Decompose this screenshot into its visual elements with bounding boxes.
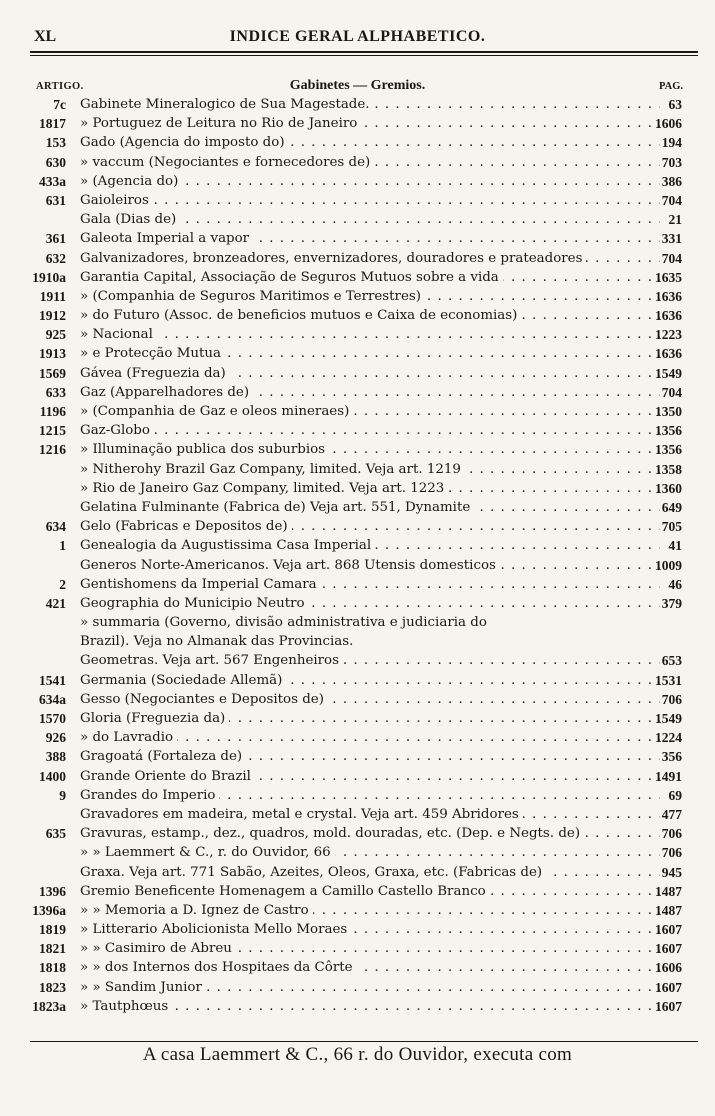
entry-title-text: » do Lavradio: [80, 730, 177, 745]
entry-title-text: Germania (Sociedade Allemã): [80, 673, 286, 688]
entry-title: [80, 306, 660, 325]
entry-article: 1817: [39, 116, 66, 132]
header-rule: [30, 51, 698, 56]
entry-title-text: Galvanizadores, bronzeadores, envernizadores, douradores e prateadores: [80, 251, 586, 266]
entry-article: 2: [59, 576, 66, 592]
entry-title: [80, 594, 660, 613]
entry-title: [80, 728, 660, 747]
entry-page: 1636: [655, 346, 682, 362]
column-headers: [0, 78, 715, 96]
section-title: Gabinetes — Gremios.: [289, 78, 426, 93]
entry-article: 7c: [53, 97, 66, 112]
entry-title: [80, 613, 660, 632]
index-entry: [0, 651, 715, 670]
entry-title: [80, 882, 660, 901]
entry-title-text: » » Memoria a D. Ignez de Castro: [80, 903, 313, 918]
entry-page: 1607: [655, 979, 682, 995]
footer-advert: A casa Laemmert & C., 66 r. do Ouvidor, executa com: [142, 1044, 573, 1065]
entry-title: [80, 229, 660, 248]
index-entry: [0, 805, 715, 824]
entry-title: [80, 709, 660, 728]
index-entries: [0, 95, 715, 1016]
entry-page: 1350: [655, 404, 682, 419]
index-entry: [0, 958, 715, 977]
index-entry: [0, 440, 715, 459]
entry-page: 704: [661, 192, 682, 208]
entry-article: 632: [45, 250, 66, 266]
index-entry: [0, 939, 715, 958]
entry-page: 1636: [655, 288, 682, 304]
entry-title-text: Gentishomens da Imperial Camara: [80, 577, 321, 592]
index-entry: [0, 498, 715, 517]
entry-title: [80, 747, 660, 766]
entry-title-text: » Portuguez de Leitura no Rio de Janeiro: [80, 116, 361, 131]
index-entry: [0, 728, 715, 747]
entry-title: [80, 632, 660, 651]
entry-page: 703: [661, 154, 682, 170]
entry-title: [80, 651, 660, 670]
entry-page: 331: [661, 231, 682, 247]
page-number: XL: [34, 28, 57, 45]
entry-title: [80, 536, 660, 555]
entry-page: 1491: [655, 768, 682, 784]
entry-title: [80, 575, 660, 594]
entry-title-text: » » Casimiro de Abreu: [80, 941, 236, 956]
entry-article: 388: [45, 749, 66, 765]
entry-title-text: Gesso (Negociantes e Depositos de): [80, 692, 328, 707]
entry-title-text: Gávea (Freguezia da): [80, 366, 230, 381]
entry-title-text: Geometras. Veja art. 567 Engenheiros: [80, 653, 343, 668]
entry-page: 705: [661, 519, 682, 535]
entry-page: 477: [661, 806, 682, 822]
entry-article: 1911: [39, 288, 66, 304]
entry-title-text: Garantia Capital, Associação de Seguros Mutuos sobre a vida: [80, 270, 503, 285]
entry-article: 1910a: [32, 269, 66, 285]
entry-page: 1358: [655, 461, 682, 477]
index-entry: [0, 671, 715, 690]
entry-title: [80, 958, 660, 977]
index-entry: [0, 364, 715, 383]
index-entry: [0, 536, 715, 555]
index-entry: [0, 824, 715, 843]
entry-page: 63: [668, 97, 682, 112]
index-entry: [0, 594, 715, 613]
entry-title: [80, 210, 660, 229]
entry-title: [80, 479, 660, 498]
entry-article: 1541: [39, 672, 66, 688]
index-entry: [0, 843, 715, 862]
entry-title-text: » summaria (Governo, divisão administrativa e judiciaria do: [80, 615, 491, 630]
entry-title-text: Gloria (Freguezia da): [80, 711, 229, 726]
entry-title: [80, 767, 660, 786]
entry-article: 1196: [39, 404, 66, 419]
entry-title-text: » (Agencia do): [80, 174, 182, 189]
entry-title: [80, 421, 660, 440]
entry-title-text: Brazil). Veja no Almanak das Provincias.: [80, 634, 357, 649]
entry-article: 1396: [39, 883, 66, 899]
entry-page: 1531: [655, 672, 682, 688]
entry-title-text: Gragoatá (Fortaleza de): [80, 749, 246, 764]
entry-title: [80, 325, 660, 344]
index-entry: [0, 920, 715, 939]
entry-title-text: » (Companhia de Seguros Maritimos e Terrestres): [80, 289, 425, 304]
entry-article: 1912: [39, 308, 66, 324]
entry-page: 1360: [655, 480, 682, 496]
entry-title: [80, 786, 660, 805]
entry-title-text: » e Protecção Mutua: [80, 346, 225, 361]
entry-title-text: Gabinete Mineralogico de Sua Magestade.: [80, 97, 374, 112]
entry-article: 153: [45, 135, 66, 151]
entry-article: 631: [45, 192, 66, 208]
entry-title: [80, 939, 660, 958]
entry-page: 1487: [655, 902, 682, 918]
index-entry: [0, 901, 715, 920]
entry-title-text: » Tautphœus: [80, 999, 172, 1014]
entry-title-text: Gaz-Globo: [80, 423, 154, 438]
index-entry: [0, 460, 715, 479]
entry-title: [80, 249, 660, 268]
entry-article: 1823a: [32, 998, 66, 1014]
entry-title-text: Gelo (Fabricas e Depositos de): [80, 519, 292, 534]
entry-page: 1607: [655, 922, 682, 938]
entry-article: 421: [45, 595, 66, 611]
entry-article: 1569: [39, 365, 66, 381]
entry-title-text: Gravadores em madeira, metal e crystal. Veja art. 459 Abridores: [80, 807, 523, 822]
entry-title: [80, 863, 660, 882]
entry-title-text: Gaioleiros: [80, 193, 153, 208]
entry-article: 1215: [39, 423, 66, 439]
entry-title-text: Gelatina Fulminante (Fabrica de) Veja art. 551, Dynamite: [80, 500, 474, 515]
entry-title-text: Grande Oriente do Brazil: [80, 769, 255, 784]
index-entry: [0, 690, 715, 709]
entry-title: [80, 133, 660, 152]
index-entry: [0, 767, 715, 786]
entry-page: 379: [661, 595, 682, 611]
entry-article: 634: [45, 519, 66, 535]
entry-article: 1400: [39, 768, 66, 784]
entry-page: 1224: [655, 730, 682, 746]
entry-article: 925: [45, 327, 66, 343]
entry-title-text: » » Sandim Junior: [80, 980, 206, 995]
entry-title-text: Gado (Agencia do imposto do): [80, 135, 289, 150]
entry-title-text: Graxa. Veja art. 771 Sabão, Azeites, Oleos, Graxa, etc. (Fabricas de): [80, 865, 546, 880]
entry-article: 1823: [39, 979, 66, 995]
entry-page: 1607: [655, 998, 682, 1014]
column-pag: PAG.: [658, 81, 683, 92]
entry-title: [80, 997, 660, 1016]
entry-page: 1607: [655, 941, 682, 957]
entry-page: 1636: [655, 308, 682, 324]
entry-article: 926: [45, 730, 66, 746]
entry-title: [80, 364, 660, 383]
entry-page: 706: [661, 826, 682, 842]
entry-page: 945: [661, 864, 682, 880]
entry-title: [80, 901, 660, 920]
index-entry: [0, 229, 715, 248]
entry-article: 633: [45, 384, 66, 400]
index-entry: [0, 997, 715, 1016]
entry-page: 356: [661, 749, 682, 765]
entry-title: [80, 805, 660, 824]
entry-page: 653: [661, 653, 682, 669]
entry-page: 1356: [655, 423, 682, 439]
entry-title-text: Gala (Dias de): [80, 212, 180, 227]
entry-title: [80, 498, 660, 517]
index-entry: [0, 344, 715, 363]
entry-title: [80, 440, 660, 459]
entry-page: 46: [668, 576, 682, 592]
index-entry: [0, 709, 715, 728]
entry-page: 1009: [655, 557, 682, 573]
entry-title-text: » Rio de Janeiro Gaz Company, limited. Veja art. 1223: [80, 481, 448, 496]
entry-title: [80, 978, 660, 997]
entry-page: 1549: [655, 711, 682, 726]
entry-page: 386: [661, 173, 682, 189]
index-entry: [0, 632, 715, 651]
index-entry: [0, 268, 715, 287]
entry-title: [80, 843, 660, 862]
entry-article: 433a: [39, 173, 66, 189]
index-entry: [0, 306, 715, 325]
index-entry: [0, 575, 715, 594]
entry-article: 9: [59, 787, 66, 803]
entry-title-text: » do Futuro (Assoc. de beneficios mutuos e Caixa de economias): [80, 308, 521, 323]
entry-article: 361: [45, 231, 66, 247]
entry-article: 1: [59, 538, 66, 554]
index-entry: [0, 556, 715, 575]
index-entry: [0, 172, 715, 191]
entry-article: 1819: [39, 922, 66, 938]
index-entry: [0, 882, 715, 901]
entry-title: [80, 824, 660, 843]
index-entry: [0, 249, 715, 268]
index-entry: [0, 517, 715, 536]
index-entry: [0, 613, 715, 632]
index-entry: [0, 114, 715, 133]
entry-page: 649: [661, 499, 682, 515]
index-entry: [0, 95, 715, 114]
entry-page: 1223: [655, 327, 682, 343]
entry-article: 635: [45, 826, 66, 842]
entry-page: 1635: [655, 269, 682, 285]
entry-title-text: » vaccum (Negociantes e fornecedores de): [80, 155, 374, 170]
entry-title: [80, 402, 660, 421]
index-entry: [0, 153, 715, 172]
index-entry: [0, 383, 715, 402]
entry-title-text: Geographia do Municipio Neutro: [80, 596, 309, 611]
entry-title: [80, 671, 660, 690]
entry-title: [80, 153, 660, 172]
entry-page: 194: [661, 135, 682, 151]
entry-title-text: Gaz (Apparelhadores de): [80, 385, 253, 400]
entry-page: 1606: [655, 116, 682, 132]
entry-title-text: Genealogia da Augustissima Casa Imperial: [80, 538, 375, 553]
entry-page: 41: [668, 538, 682, 554]
entry-title-text: Gremio Beneficente Homenagem a Camillo Castello Branco: [80, 884, 490, 899]
entry-page: 21: [668, 212, 682, 228]
entry-article: 1570: [39, 711, 66, 726]
entry-title-text: » (Companhia de Gaz e oleos mineraes): [80, 404, 353, 419]
column-artigo: ARTIGO.: [36, 81, 84, 92]
entry-title: [80, 517, 660, 536]
entry-page: 69: [668, 787, 682, 803]
entry-article: 1818: [39, 960, 66, 976]
entry-title: [80, 172, 660, 191]
entry-title: [80, 383, 660, 402]
entry-title-text: » Nitherohy Brazil Gaz Company, limited. Veja art. 1219: [80, 462, 465, 477]
index-entry: [0, 133, 715, 152]
index-entry: [0, 191, 715, 210]
entry-page: 1487: [655, 883, 682, 899]
index-entry: [0, 479, 715, 498]
entry-page: 704: [661, 384, 682, 400]
index-entry: [0, 402, 715, 421]
entry-article: 1913: [39, 346, 66, 362]
index-entry: [0, 863, 715, 882]
entry-page: 706: [661, 845, 682, 861]
page-header: [0, 26, 715, 48]
index-entry: [0, 325, 715, 344]
entry-page: 704: [661, 250, 682, 266]
running-title: INDICE GERAL ALPHABETICO.: [229, 28, 486, 45]
entry-title-text: » » Laemmert & C., r. do Ouvidor, 66: [80, 845, 335, 860]
index-entry: [0, 978, 715, 997]
index-entry: [0, 747, 715, 766]
entry-article: 1821: [39, 941, 66, 957]
footer-rule: [30, 1041, 698, 1042]
entry-page: 1606: [655, 960, 682, 976]
entry-article: 1396a: [32, 902, 66, 918]
entry-article: 634a: [39, 691, 66, 707]
index-entry: [0, 786, 715, 805]
index-entry: [0, 421, 715, 440]
entry-title: [80, 344, 660, 363]
entry-title-text: » » dos Internos dos Hospitaes da Côrte: [80, 960, 357, 975]
entry-title: [80, 268, 660, 287]
entry-title-text: Galeota Imperial a vapor: [80, 231, 253, 246]
entry-page: 1356: [655, 442, 682, 458]
entry-title-text: » Illuminação publica dos suburbios: [80, 442, 329, 457]
entry-title-text: » Nacional: [80, 327, 157, 342]
entry-title: [80, 287, 660, 306]
entry-article: 630: [45, 154, 66, 170]
entry-page: 706: [661, 691, 682, 707]
entry-title-text: » Litterario Abolicionista Mello Moraes: [80, 922, 351, 937]
entry-title: [80, 920, 660, 939]
entry-title: [80, 114, 660, 133]
index-entry: [0, 287, 715, 306]
entry-title-text: Grandes do Imperio: [80, 788, 219, 803]
entry-title-text: Generos Norte-Americanos. Veja art. 868 Utensis domesticos: [80, 558, 500, 573]
entry-article: 1216: [39, 442, 66, 458]
entry-title: [80, 460, 660, 479]
index-entry: [0, 210, 715, 229]
entry-title: [80, 556, 660, 575]
entry-title: [80, 191, 660, 210]
entry-title: [80, 95, 660, 114]
entry-title-text: Gravuras, estamp., dez., quadros, mold. douradas, etc. (Dep. e Negts. de): [80, 826, 584, 841]
entry-title: [80, 690, 660, 709]
entry-page: 1549: [655, 365, 682, 381]
